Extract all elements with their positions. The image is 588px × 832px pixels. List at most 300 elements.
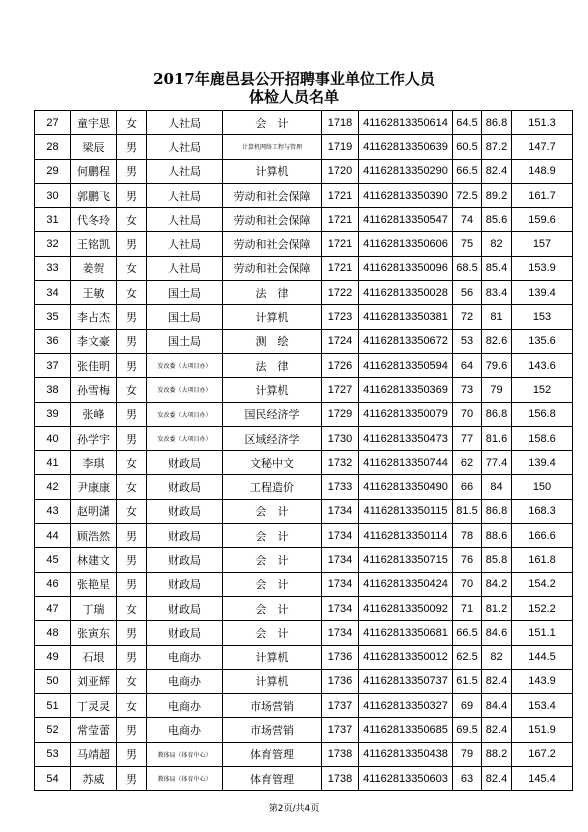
position-code: 1722 xyxy=(322,281,359,305)
written-score: 63 xyxy=(453,767,482,791)
interview-score: 83.4 xyxy=(482,281,512,305)
department: 人社局 xyxy=(147,256,223,280)
total-score: 158.6 xyxy=(512,426,573,450)
roster-body xyxy=(35,111,573,791)
position: 劳动和社会保障 xyxy=(223,256,322,280)
position: 计算机 xyxy=(223,378,322,402)
position-code: 1734 xyxy=(322,499,359,523)
gender: 女 xyxy=(117,499,147,523)
gender: 女 xyxy=(117,451,147,475)
written-score: 73 xyxy=(453,378,482,402)
exam-id: 41162813350715 xyxy=(359,548,453,572)
total-score: 153 xyxy=(512,305,573,329)
gender: 男 xyxy=(117,767,147,791)
row-number: 31 xyxy=(35,208,71,232)
position: 市场营销 xyxy=(223,718,322,742)
total-score: 153.4 xyxy=(512,694,573,718)
position: 会 计 xyxy=(223,111,322,135)
department: 电商办 xyxy=(147,694,223,718)
position-code: 1734 xyxy=(322,572,359,596)
position-code: 1734 xyxy=(322,524,359,548)
total-score: 159.6 xyxy=(512,208,573,232)
position: 计算机 xyxy=(223,305,322,329)
position-code: 1721 xyxy=(322,183,359,207)
written-score: 66.5 xyxy=(453,159,482,183)
position-code: 1723 xyxy=(322,305,359,329)
position-code: 1724 xyxy=(322,329,359,353)
gender: 男 xyxy=(117,572,147,596)
exam-id: 41162813350672 xyxy=(359,329,453,353)
interview-score: 86.8 xyxy=(482,111,512,135)
position: 会 计 xyxy=(223,499,322,523)
row-number: 34 xyxy=(35,281,71,305)
interview-score: 82 xyxy=(482,645,512,669)
applicant-name: 何鹏程 xyxy=(71,159,117,183)
position-code: 1720 xyxy=(322,159,359,183)
exam-id: 41162813350685 xyxy=(359,718,453,742)
row-number: 33 xyxy=(35,256,71,280)
exam-id: 41162813350114 xyxy=(359,524,453,548)
position-code: 1736 xyxy=(322,669,359,693)
applicant-name: 李占杰 xyxy=(71,305,117,329)
table-row xyxy=(35,256,573,280)
interview-score: 82.4 xyxy=(482,669,512,693)
written-score: 72 xyxy=(453,305,482,329)
table-row xyxy=(35,645,573,669)
gender: 男 xyxy=(117,402,147,426)
applicant-name: 姜贺 xyxy=(71,256,117,280)
gender: 男 xyxy=(117,183,147,207)
page-footer: 第2页/共4页 xyxy=(268,804,320,814)
interview-score: 84.2 xyxy=(482,572,512,596)
table-row xyxy=(35,232,573,256)
applicant-name: 王铭凯 xyxy=(71,232,117,256)
applicant-name: 张峰 xyxy=(71,402,117,426)
written-score: 81.5 xyxy=(453,499,482,523)
row-number: 41 xyxy=(35,451,71,475)
gender: 男 xyxy=(117,621,147,645)
exam-id: 41162813350369 xyxy=(359,378,453,402)
applicant-name: 马靖超 xyxy=(71,742,117,766)
table-row xyxy=(35,159,573,183)
exam-id: 41162813350290 xyxy=(359,159,453,183)
department: 发改委（大项目办） xyxy=(147,426,223,450)
total-score: 168.3 xyxy=(512,499,573,523)
gender: 男 xyxy=(117,305,147,329)
total-score: 145.4 xyxy=(512,767,573,791)
position-code: 1726 xyxy=(322,353,359,377)
table-row xyxy=(35,524,573,548)
row-number: 53 xyxy=(35,742,71,766)
gender: 女 xyxy=(117,669,147,693)
written-score: 69 xyxy=(453,694,482,718)
position: 测 绘 xyxy=(223,329,322,353)
exam-id: 41162813350390 xyxy=(359,183,453,207)
interview-score: 84.6 xyxy=(482,621,512,645)
interview-score: 81.2 xyxy=(482,596,512,620)
exam-id: 41162813350424 xyxy=(359,572,453,596)
total-score: 144.5 xyxy=(512,645,573,669)
exam-id: 41162813350606 xyxy=(359,232,453,256)
department: 财政局 xyxy=(147,524,223,548)
gender: 女 xyxy=(117,208,147,232)
gender: 男 xyxy=(117,329,147,353)
position: 计算机 xyxy=(223,669,322,693)
table-row xyxy=(35,694,573,718)
written-score: 62 xyxy=(453,451,482,475)
department: 人社局 xyxy=(147,208,223,232)
total-score: 139.4 xyxy=(512,281,573,305)
row-number: 30 xyxy=(35,183,71,207)
applicant-name: 刘亚辉 xyxy=(71,669,117,693)
table-row xyxy=(35,135,573,159)
applicant-name: 代冬玲 xyxy=(71,208,117,232)
position-code: 1733 xyxy=(322,475,359,499)
table-row xyxy=(35,183,573,207)
gender: 女 xyxy=(117,256,147,280)
total-score: 151.1 xyxy=(512,621,573,645)
gender: 男 xyxy=(117,645,147,669)
applicant-name: 林建文 xyxy=(71,548,117,572)
position: 会 计 xyxy=(223,548,322,572)
written-score: 70 xyxy=(453,572,482,596)
position-code: 1721 xyxy=(322,208,359,232)
gender: 女 xyxy=(117,111,147,135)
position-code: 1730 xyxy=(322,426,359,450)
interview-score: 86.8 xyxy=(482,499,512,523)
row-number: 32 xyxy=(35,232,71,256)
table-row xyxy=(35,208,573,232)
position-code: 1729 xyxy=(322,402,359,426)
position-code: 1738 xyxy=(322,742,359,766)
exam-id: 41162813350079 xyxy=(359,402,453,426)
row-number: 47 xyxy=(35,596,71,620)
position-code: 1734 xyxy=(322,596,359,620)
position: 会 计 xyxy=(223,621,322,645)
interview-score: 85.6 xyxy=(482,208,512,232)
department: 电商办 xyxy=(147,645,223,669)
total-score: 167.2 xyxy=(512,742,573,766)
row-number: 46 xyxy=(35,572,71,596)
table-row xyxy=(35,621,573,645)
table-row xyxy=(35,378,573,402)
total-score: 161.7 xyxy=(512,183,573,207)
total-score: 153.9 xyxy=(512,256,573,280)
exam-id: 41162813350639 xyxy=(359,135,453,159)
gender: 男 xyxy=(117,135,147,159)
interview-score: 82.4 xyxy=(482,718,512,742)
department: 教体局（体育中心） xyxy=(147,742,223,766)
written-score: 66.5 xyxy=(453,621,482,645)
exam-id: 41162813350115 xyxy=(359,499,453,523)
position: 法 律 xyxy=(223,281,322,305)
applicant-name: 赵明潇 xyxy=(71,499,117,523)
written-score: 78 xyxy=(453,524,482,548)
total-score: 143.6 xyxy=(512,353,573,377)
department: 国土局 xyxy=(147,281,223,305)
interview-score: 89.2 xyxy=(482,183,512,207)
position-code: 1721 xyxy=(322,256,359,280)
row-number: 35 xyxy=(35,305,71,329)
written-score: 77 xyxy=(453,426,482,450)
row-number: 50 xyxy=(35,669,71,693)
applicant-name: 丁瑞 xyxy=(71,596,117,620)
written-score: 75 xyxy=(453,232,482,256)
total-score: 151.3 xyxy=(512,111,573,135)
row-number: 39 xyxy=(35,402,71,426)
department: 国土局 xyxy=(147,305,223,329)
department: 人社局 xyxy=(147,159,223,183)
position: 工程造价 xyxy=(223,475,322,499)
written-score: 71 xyxy=(453,596,482,620)
department: 人社局 xyxy=(147,232,223,256)
department: 电商办 xyxy=(147,669,223,693)
table-row xyxy=(35,111,573,135)
position-code: 1737 xyxy=(322,694,359,718)
table-row xyxy=(35,767,573,791)
table-row xyxy=(35,742,573,766)
position: 劳动和社会保障 xyxy=(223,183,322,207)
table-row xyxy=(35,596,573,620)
interview-score: 82 xyxy=(482,232,512,256)
position: 劳动和社会保障 xyxy=(223,232,322,256)
exam-id: 41162813350096 xyxy=(359,256,453,280)
position-code: 1727 xyxy=(322,378,359,402)
applicant-name: 常莹蕾 xyxy=(71,718,117,742)
row-number: 43 xyxy=(35,499,71,523)
table-row xyxy=(35,548,573,572)
gender: 男 xyxy=(117,159,147,183)
gender: 男 xyxy=(117,742,147,766)
department: 发改委（大项目办） xyxy=(147,378,223,402)
department: 发改委（大项目办） xyxy=(147,402,223,426)
written-score: 74 xyxy=(453,208,482,232)
applicant-name: 石垠 xyxy=(71,645,117,669)
interview-score: 82.6 xyxy=(482,329,512,353)
department: 财政局 xyxy=(147,499,223,523)
applicant-name: 张寅东 xyxy=(71,621,117,645)
interview-score: 88.2 xyxy=(482,742,512,766)
table-row xyxy=(35,329,573,353)
position: 法 律 xyxy=(223,353,322,377)
table-row xyxy=(35,475,573,499)
exam-id: 41162813350438 xyxy=(359,742,453,766)
interview-score: 85.4 xyxy=(482,256,512,280)
applicant-name: 张艳星 xyxy=(71,572,117,596)
table-row xyxy=(35,669,573,693)
total-score: 166.6 xyxy=(512,524,573,548)
department: 财政局 xyxy=(147,621,223,645)
total-score: 150 xyxy=(512,475,573,499)
applicant-name: 苏威 xyxy=(71,767,117,791)
applicant-name: 顾浩然 xyxy=(71,524,117,548)
interview-score: 79 xyxy=(482,378,512,402)
position-code: 1721 xyxy=(322,232,359,256)
position: 国民经济学 xyxy=(223,402,322,426)
exam-id: 41162813350681 xyxy=(359,621,453,645)
document-title: 2017年鹿邑县公开招聘事业单位工作人员 xyxy=(153,70,435,88)
applicant-name: 郭鹏飞 xyxy=(71,183,117,207)
row-number: 45 xyxy=(35,548,71,572)
total-score: 152.2 xyxy=(512,596,573,620)
position: 会 计 xyxy=(223,524,322,548)
exam-id: 41162813350594 xyxy=(359,353,453,377)
position: 体育管理 xyxy=(223,742,322,766)
total-score: 151.9 xyxy=(512,718,573,742)
table-row xyxy=(35,426,573,450)
department: 人社局 xyxy=(147,111,223,135)
interview-score: 84 xyxy=(482,475,512,499)
position: 会 计 xyxy=(223,596,322,620)
gender: 女 xyxy=(117,378,147,402)
table-row xyxy=(35,353,573,377)
written-score: 70 xyxy=(453,402,482,426)
position: 计算机 xyxy=(223,159,322,183)
exam-id: 41162813350614 xyxy=(359,111,453,135)
department: 财政局 xyxy=(147,596,223,620)
applicant-name: 孙雪梅 xyxy=(71,378,117,402)
applicant-name: 张佳明 xyxy=(71,353,117,377)
interview-score: 82.4 xyxy=(482,767,512,791)
department: 人社局 xyxy=(147,183,223,207)
row-number: 28 xyxy=(35,135,71,159)
table-row xyxy=(35,305,573,329)
position-code: 1734 xyxy=(322,621,359,645)
interview-score: 87.2 xyxy=(482,135,512,159)
written-score: 66 xyxy=(453,475,482,499)
department: 财政局 xyxy=(147,475,223,499)
exam-id: 41162813350381 xyxy=(359,305,453,329)
interview-score: 79.6 xyxy=(482,353,512,377)
gender: 男 xyxy=(117,353,147,377)
position: 体育管理 xyxy=(223,767,322,791)
gender: 女 xyxy=(117,281,147,305)
exam-id: 41162813350092 xyxy=(359,596,453,620)
exam-id: 41162813350327 xyxy=(359,694,453,718)
position: 会 计 xyxy=(223,572,322,596)
written-score: 68.5 xyxy=(453,256,482,280)
table-row xyxy=(35,499,573,523)
total-score: 139.4 xyxy=(512,451,573,475)
interview-score: 86.8 xyxy=(482,402,512,426)
gender: 男 xyxy=(117,426,147,450)
row-number: 40 xyxy=(35,426,71,450)
written-score: 76 xyxy=(453,548,482,572)
interview-score: 88.6 xyxy=(482,524,512,548)
gender: 女 xyxy=(117,694,147,718)
position: 市场营销 xyxy=(223,694,322,718)
department: 财政局 xyxy=(147,572,223,596)
position-code: 1736 xyxy=(322,645,359,669)
applicant-name: 尹康康 xyxy=(71,475,117,499)
row-number: 29 xyxy=(35,159,71,183)
exam-id: 41162813350547 xyxy=(359,208,453,232)
table-row xyxy=(35,451,573,475)
written-score: 53 xyxy=(453,329,482,353)
written-score: 62.5 xyxy=(453,645,482,669)
gender: 男 xyxy=(117,232,147,256)
gender: 男 xyxy=(117,718,147,742)
total-score: 157 xyxy=(512,232,573,256)
document-subtitle: 体检人员名单 xyxy=(248,88,339,106)
row-number: 49 xyxy=(35,645,71,669)
total-score: 152 xyxy=(512,378,573,402)
written-score: 79 xyxy=(453,742,482,766)
interview-score: 82.4 xyxy=(482,159,512,183)
row-number: 37 xyxy=(35,353,71,377)
row-number: 52 xyxy=(35,718,71,742)
row-number: 42 xyxy=(35,475,71,499)
total-score: 156.8 xyxy=(512,402,573,426)
position: 计算机 xyxy=(223,645,322,669)
total-score: 161.8 xyxy=(512,548,573,572)
exam-id: 41162813350737 xyxy=(359,669,453,693)
interview-score: 81.6 xyxy=(482,426,512,450)
position: 区域经济学 xyxy=(223,426,322,450)
roster-table xyxy=(34,110,573,791)
department: 财政局 xyxy=(147,548,223,572)
interview-score: 84.4 xyxy=(482,694,512,718)
row-number: 44 xyxy=(35,524,71,548)
department: 电商办 xyxy=(147,718,223,742)
total-score: 154.2 xyxy=(512,572,573,596)
department: 发改委（大项目办） xyxy=(147,353,223,377)
interview-score: 81 xyxy=(482,305,512,329)
interview-score: 85.8 xyxy=(482,548,512,572)
applicant-name: 李文豪 xyxy=(71,329,117,353)
position-code: 1719 xyxy=(322,135,359,159)
total-score: 143.9 xyxy=(512,669,573,693)
position-code: 1734 xyxy=(322,548,359,572)
total-score: 148.9 xyxy=(512,159,573,183)
applicant-name: 丁灵灵 xyxy=(71,694,117,718)
gender: 男 xyxy=(117,524,147,548)
position: 劳动和社会保障 xyxy=(223,208,322,232)
table-row xyxy=(35,572,573,596)
written-score: 56 xyxy=(453,281,482,305)
exam-id: 41162813350473 xyxy=(359,426,453,450)
row-number: 38 xyxy=(35,378,71,402)
applicant-name: 李琪 xyxy=(71,451,117,475)
department: 财政局 xyxy=(147,451,223,475)
exam-id: 41162813350490 xyxy=(359,475,453,499)
department: 人社局 xyxy=(147,135,223,159)
row-number: 36 xyxy=(35,329,71,353)
written-score: 64 xyxy=(453,353,482,377)
exam-id: 41162813350028 xyxy=(359,281,453,305)
position-code: 1738 xyxy=(322,767,359,791)
table-row xyxy=(35,718,573,742)
applicant-name: 王敏 xyxy=(71,281,117,305)
gender: 女 xyxy=(117,596,147,620)
exam-id: 41162813350603 xyxy=(359,767,453,791)
department: 国土局 xyxy=(147,329,223,353)
position-code: 1718 xyxy=(322,111,359,135)
exam-id: 41162813350012 xyxy=(359,645,453,669)
written-score: 72.5 xyxy=(453,183,482,207)
position-code: 1737 xyxy=(322,718,359,742)
exam-id: 41162813350744 xyxy=(359,451,453,475)
written-score: 61.5 xyxy=(453,669,482,693)
row-number: 54 xyxy=(35,767,71,791)
gender: 女 xyxy=(117,475,147,499)
total-score: 135.6 xyxy=(512,329,573,353)
gender: 男 xyxy=(117,548,147,572)
position: 文秘中文 xyxy=(223,451,322,475)
applicant-name: 梁辰 xyxy=(71,135,117,159)
table-row xyxy=(35,281,573,305)
row-number: 27 xyxy=(35,111,71,135)
